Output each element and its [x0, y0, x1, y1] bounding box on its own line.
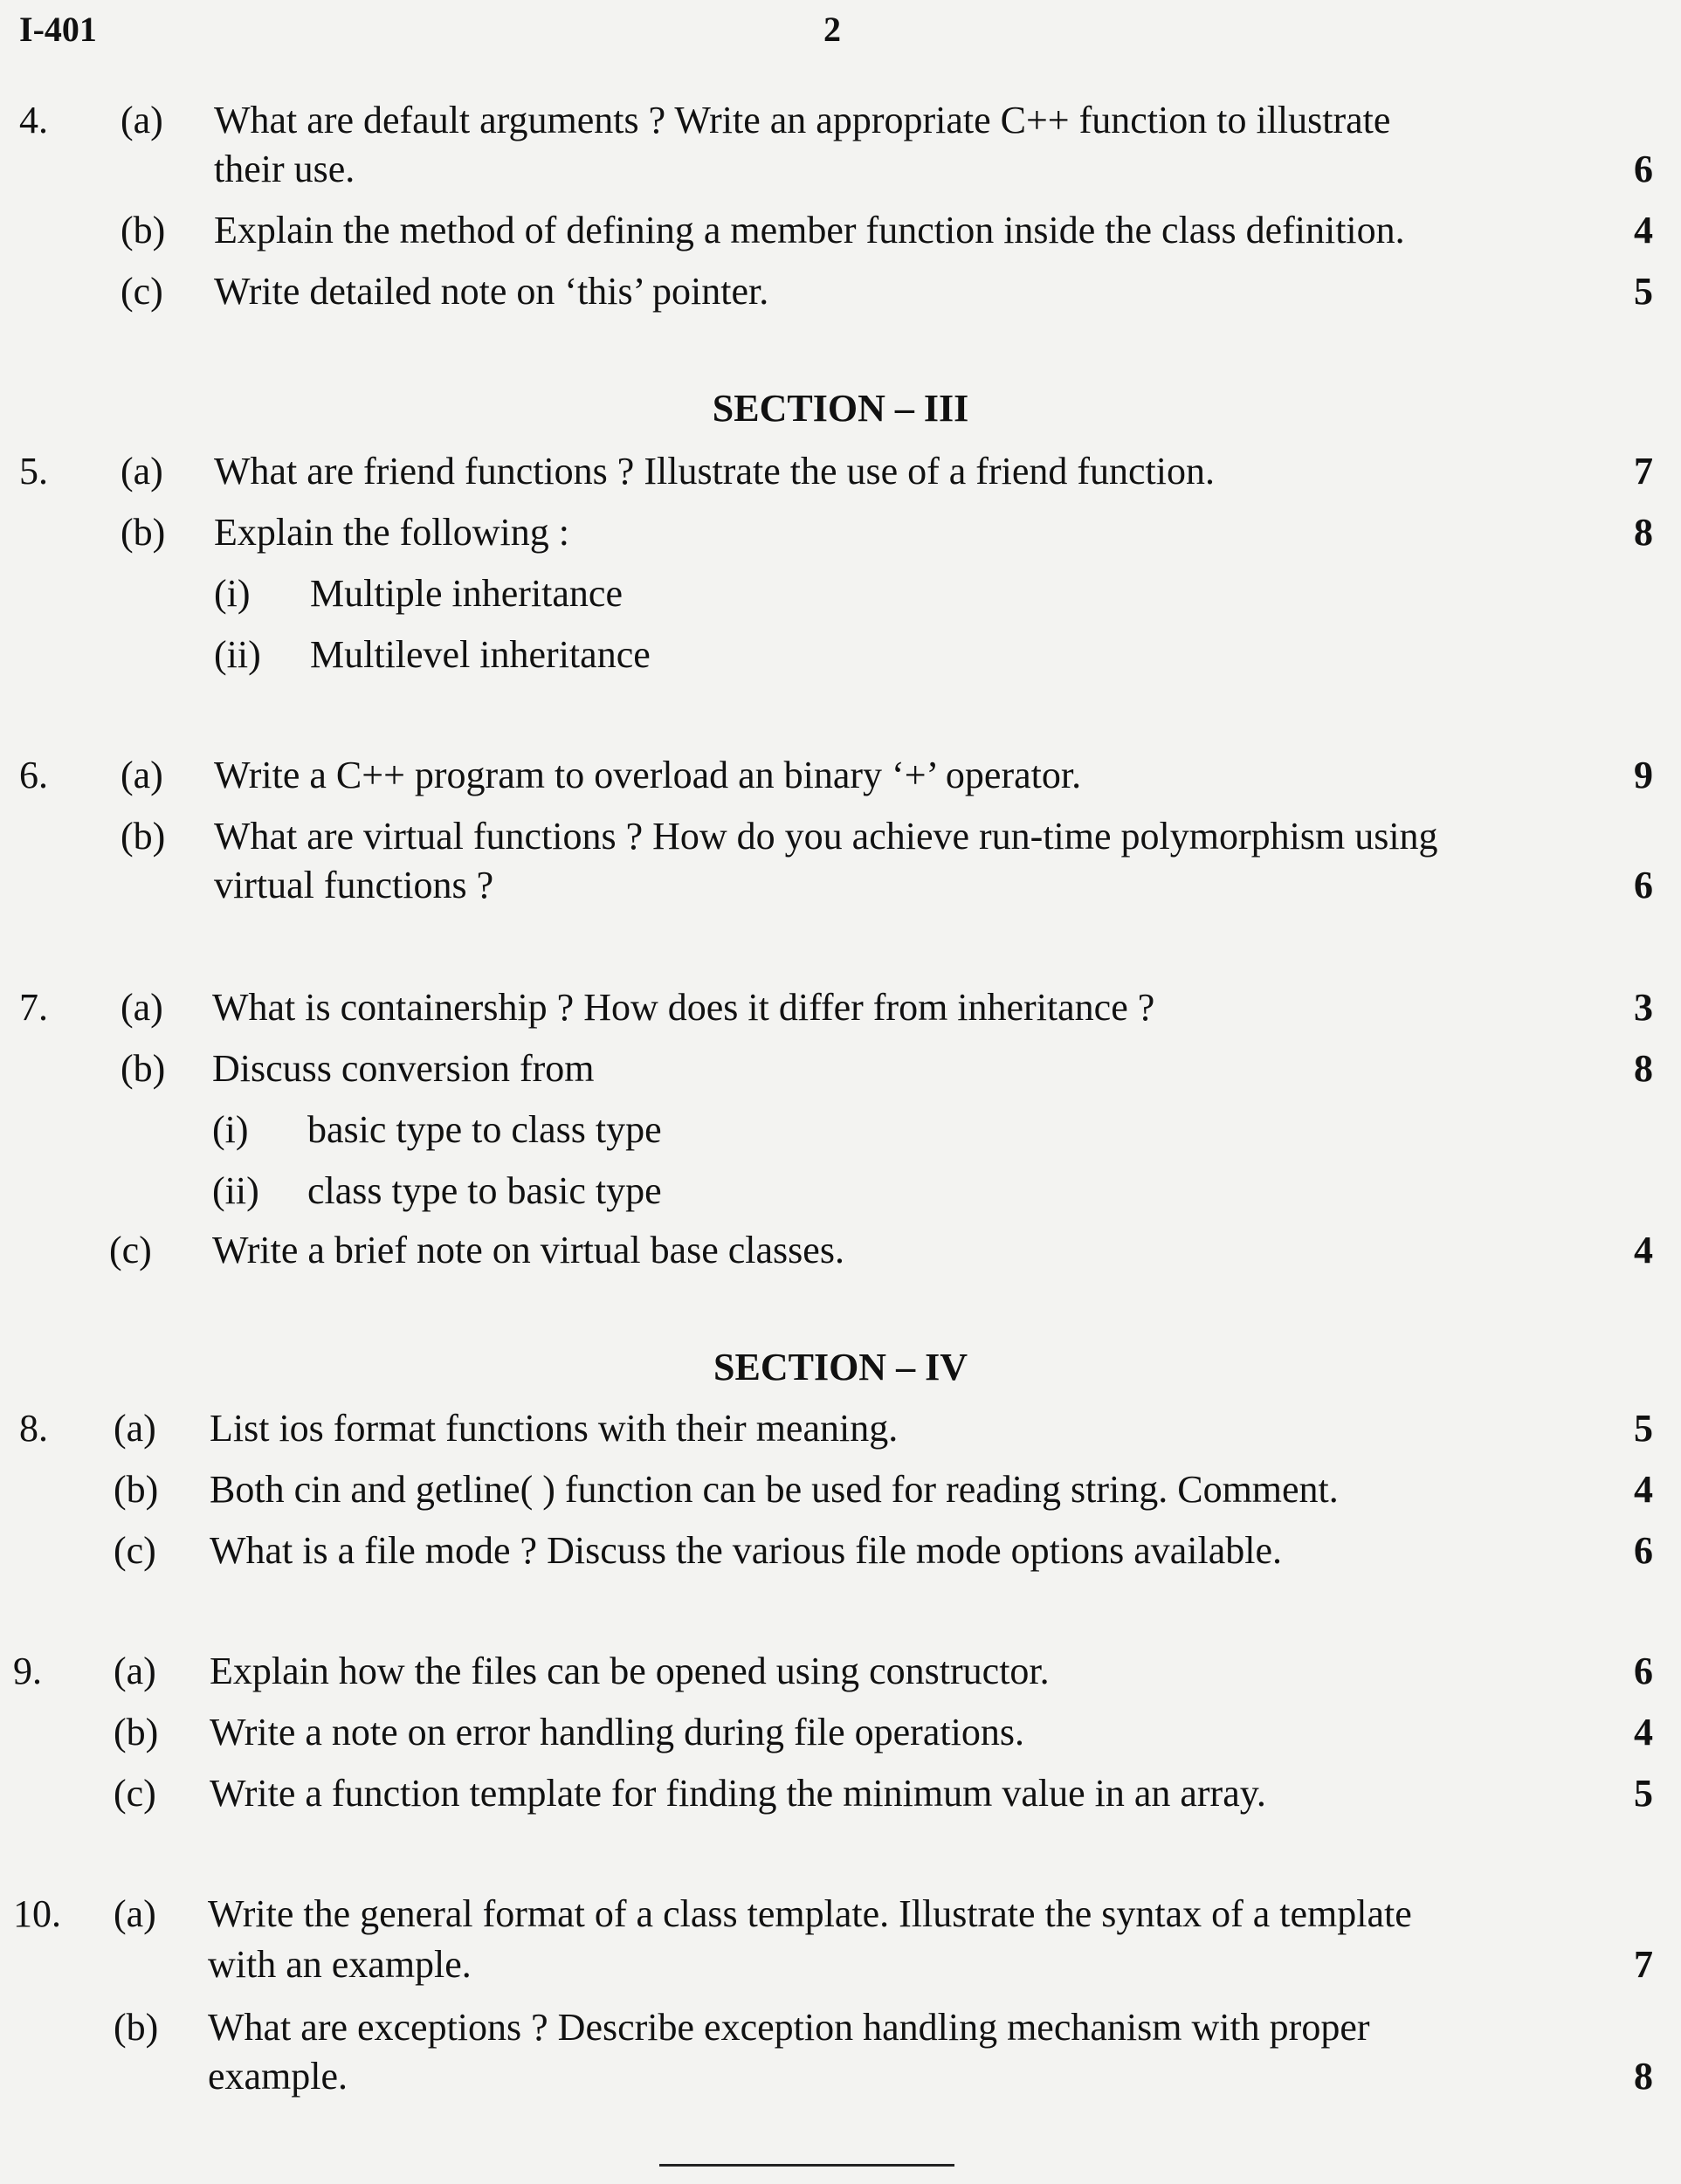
question-text: What are default arguments ? Write an appropriate C++ function to illustrate [214, 99, 1391, 141]
sub-part-label: (ii) [212, 1169, 259, 1212]
part-label: (c) [109, 1229, 152, 1271]
question-text: Write detailed note on ‘this’ pointer. [214, 270, 769, 313]
question-number: 4. [19, 99, 48, 141]
marks: 6 [1634, 864, 1653, 906]
question-text: What are exceptions ? Describe exception handling mechanism with proper [208, 2006, 1370, 2049]
end-of-paper-rule [659, 2164, 954, 2167]
question-number: 8. [19, 1407, 48, 1450]
question-text: Explain the method of defining a member function inside the class definition. [214, 209, 1405, 251]
question-text: with an example. [208, 1943, 472, 1986]
marks: 6 [1634, 1529, 1653, 1572]
part-label: (b) [121, 511, 166, 554]
marks: 5 [1634, 270, 1653, 313]
marks: 9 [1634, 754, 1653, 796]
part-label: (a) [121, 99, 163, 141]
marks: 6 [1634, 148, 1653, 190]
part-label: (a) [121, 450, 163, 493]
marks: 7 [1634, 1943, 1653, 1986]
part-label: (c) [114, 1529, 156, 1572]
marks: 3 [1634, 986, 1653, 1029]
part-label: (a) [114, 1892, 156, 1935]
question-text: Discuss conversion from [212, 1047, 595, 1090]
part-label: (c) [114, 1772, 156, 1815]
question-text: Write a C++ program to overload an binary ‘+’ operator. [214, 754, 1082, 796]
question-text: Explain how the files can be opened using constructor. [210, 1650, 1050, 1692]
question-text: their use. [214, 148, 355, 190]
marks: 8 [1634, 1047, 1653, 1090]
marks: 8 [1634, 2055, 1653, 2098]
part-label: (a) [114, 1407, 156, 1450]
question-text: What are friend functions ? Illustrate the use of a friend function. [214, 450, 1215, 493]
marks: 6 [1634, 1650, 1653, 1692]
sub-part-label: (i) [214, 572, 251, 615]
sub-part-text: class type to basic type [307, 1169, 662, 1212]
part-label: (b) [114, 2006, 159, 2049]
part-label: (a) [121, 754, 163, 796]
sub-part-label: (i) [212, 1108, 249, 1151]
part-label: (c) [121, 270, 163, 313]
part-label: (b) [121, 815, 166, 858]
part-label: (b) [114, 1711, 159, 1753]
question-number: 5. [19, 450, 48, 493]
question-text: What is containership ? How does it differ from inheritance ? [212, 986, 1155, 1029]
question-text: Write the general format of a class template. Illustrate the syntax of a template [208, 1892, 1412, 1935]
marks: 8 [1634, 511, 1653, 554]
sub-part-label: (ii) [214, 633, 261, 676]
paper-code: I-401 [19, 10, 97, 49]
question-number: 7. [19, 986, 48, 1029]
marks: 7 [1634, 450, 1653, 493]
question-number: 6. [19, 754, 48, 796]
marks: 5 [1634, 1772, 1653, 1815]
question-text: virtual functions ? [214, 864, 494, 906]
question-number: 10. [13, 1892, 61, 1935]
part-label: (a) [114, 1650, 156, 1692]
question-text: Explain the following : [214, 511, 569, 554]
part-label: (b) [121, 1047, 166, 1090]
section-heading: SECTION – III [712, 387, 969, 430]
question-text: List ios format functions with their meaning. [210, 1407, 899, 1450]
question-text: Write a note on error handling during file operations. [210, 1711, 1024, 1753]
part-label: (b) [121, 209, 166, 251]
question-text: What are virtual functions ? How do you achieve run-time polymorphism using [214, 815, 1438, 858]
question-number: 9. [13, 1650, 42, 1692]
page-number: 2 [823, 10, 841, 49]
question-text: Write a function template for finding the minimum value in an array. [210, 1772, 1266, 1815]
question-text: Write a brief note on virtual base classes. [212, 1229, 844, 1271]
question-text: example. [208, 2055, 348, 2098]
sub-part-text: Multilevel inheritance [310, 633, 651, 676]
part-label: (a) [121, 986, 163, 1029]
question-text: Both cin and getline( ) function can be used for reading string. Comment. [210, 1468, 1339, 1511]
marks: 4 [1634, 1229, 1653, 1271]
marks: 4 [1634, 1468, 1653, 1511]
section-heading: SECTION – IV [713, 1346, 968, 1388]
marks: 4 [1634, 209, 1653, 251]
marks: 4 [1634, 1711, 1653, 1753]
sub-part-text: Multiple inheritance [310, 572, 623, 615]
marks: 5 [1634, 1407, 1653, 1450]
sub-part-text: basic type to class type [307, 1108, 662, 1151]
question-text: What is a file mode ? Discuss the various file mode options available. [210, 1529, 1283, 1572]
part-label: (b) [114, 1468, 159, 1511]
